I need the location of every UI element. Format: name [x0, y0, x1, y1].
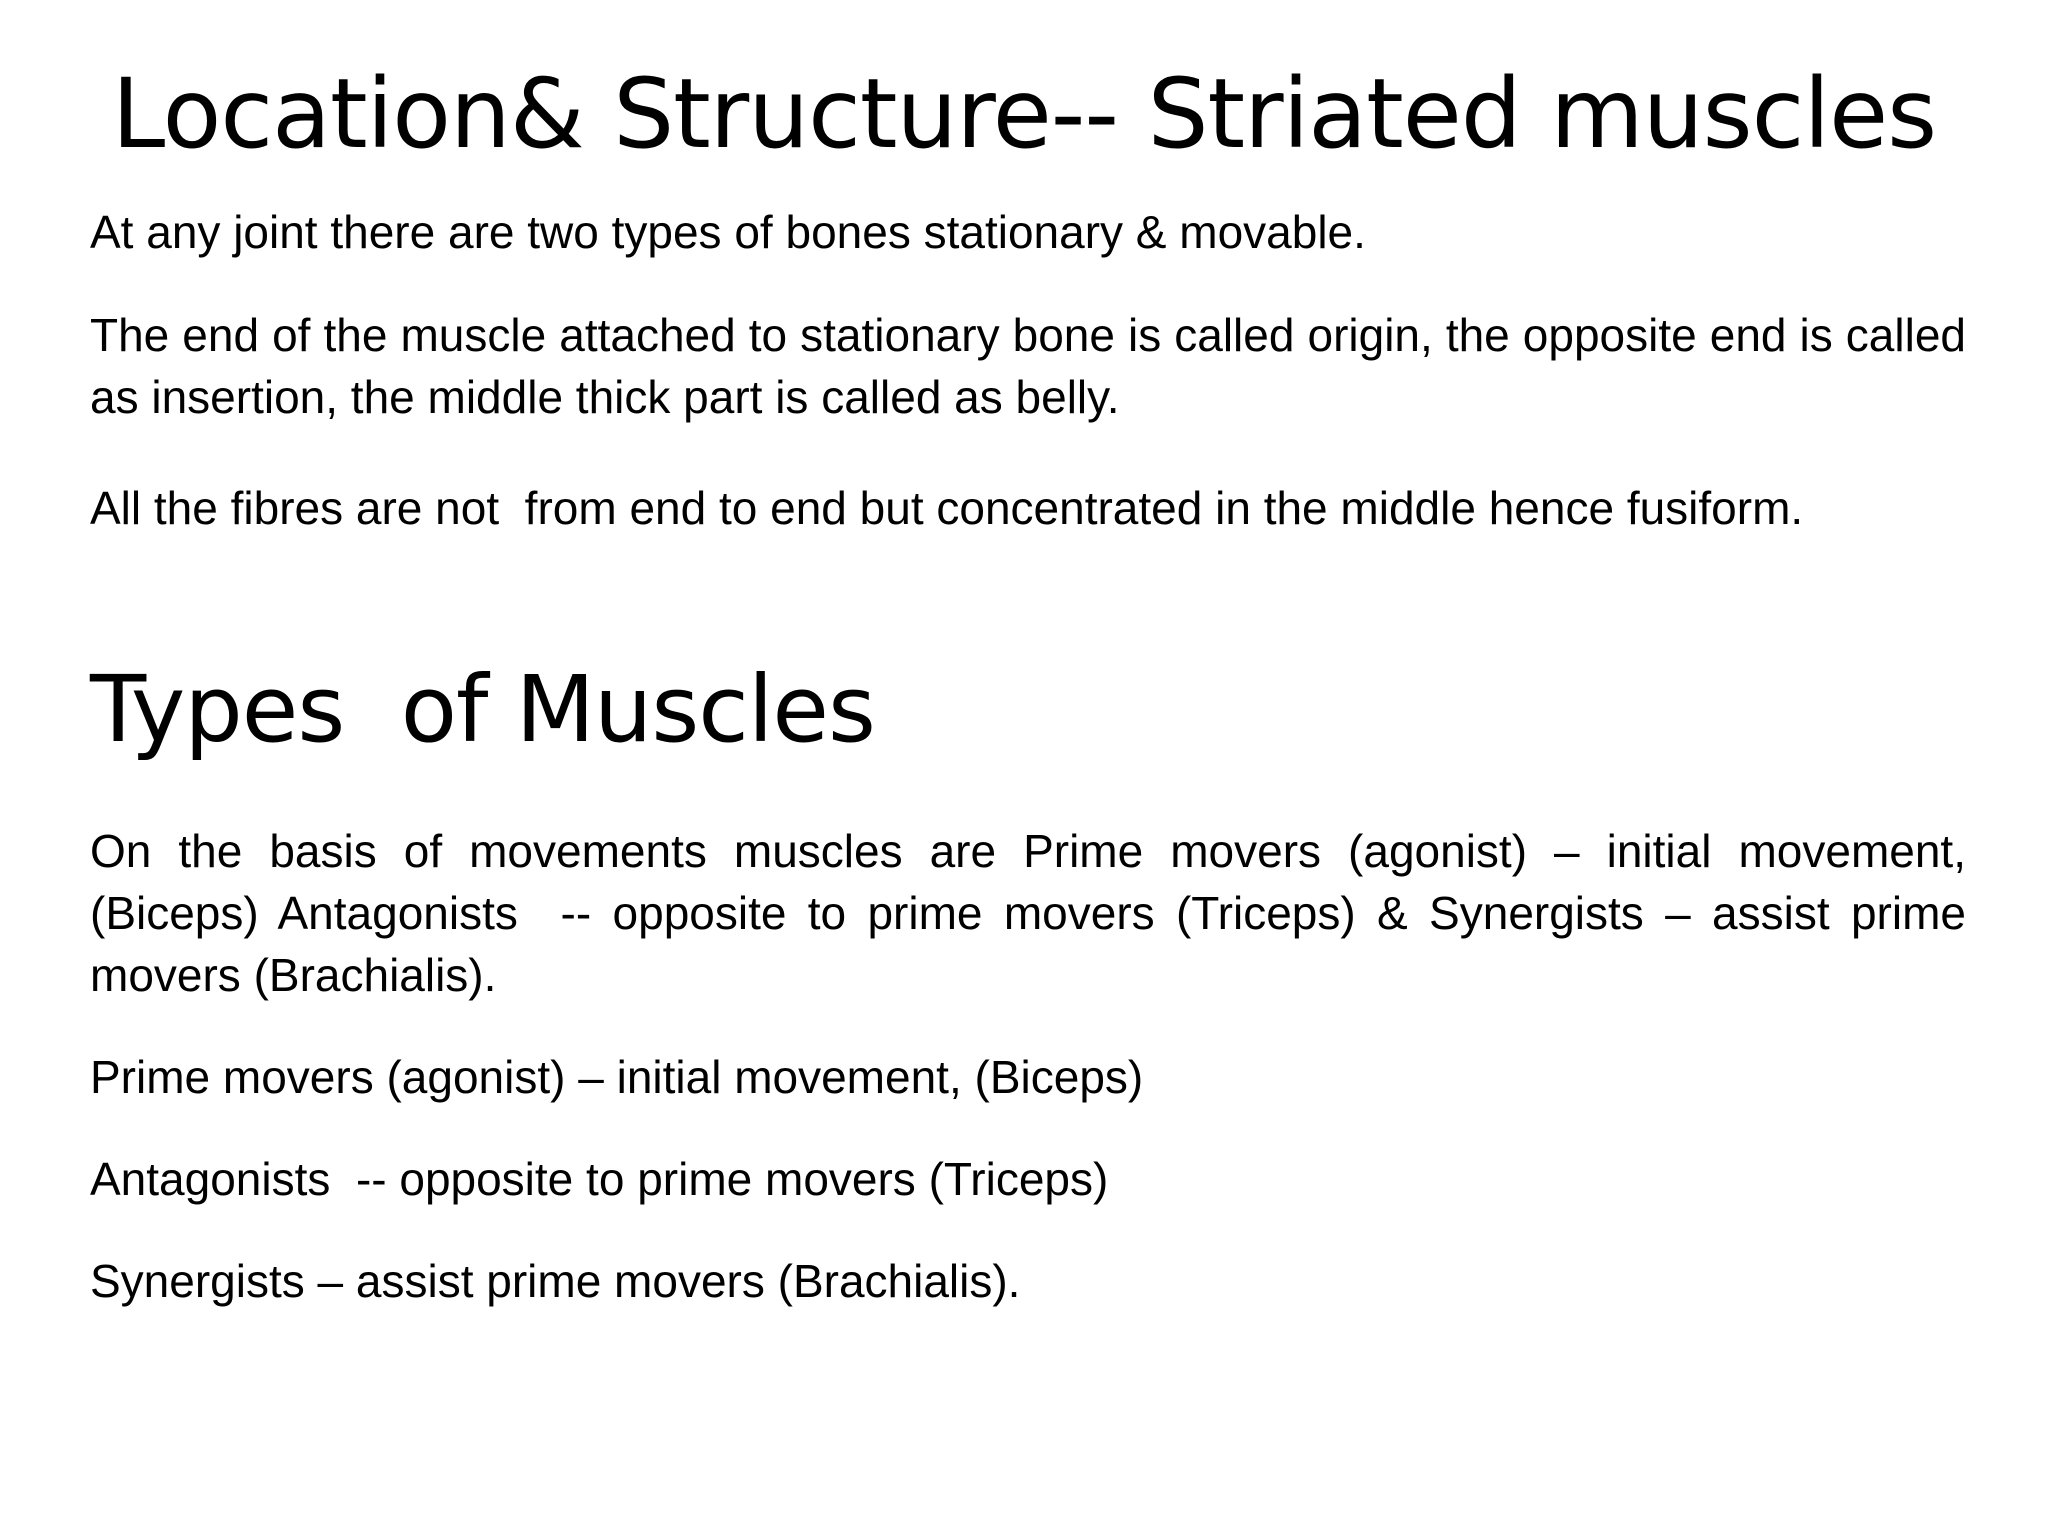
paragraph-origin-insertion: The end of the muscle attached to stationary bone is called origin, the opposite end is called as insertion, the middle thick part is called as belly. — [90, 309, 1966, 423]
item-antagonists: Antagonists -- opposite to prime movers (Triceps) — [90, 1153, 1109, 1205]
paragraph-fusiform: All the fibres are not from end to end but concentrated in the middle hence fusiform. — [90, 482, 1804, 534]
slide-title: Location& Structure-- Striated muscles — [111, 58, 1937, 170]
item-prime-movers: Prime movers (agonist) – initial movement, (Biceps) — [90, 1051, 1144, 1103]
section-heading-types: Types of Muscles — [90, 656, 875, 763]
paragraph-movement-basis: On the basis of movements muscles are Prime movers (agonist) – initial movement, (Biceps) Antagonists -- opposite to prime movers (Triceps) & Synergists – assist prime movers (Brachialis). — [90, 825, 1979, 1001]
item-synergists: Synergists – assist prime movers (Brachialis). — [90, 1255, 1021, 1307]
paragraph-joint-bones: At any joint there are two types of bones stationary & movable. — [90, 206, 1366, 258]
